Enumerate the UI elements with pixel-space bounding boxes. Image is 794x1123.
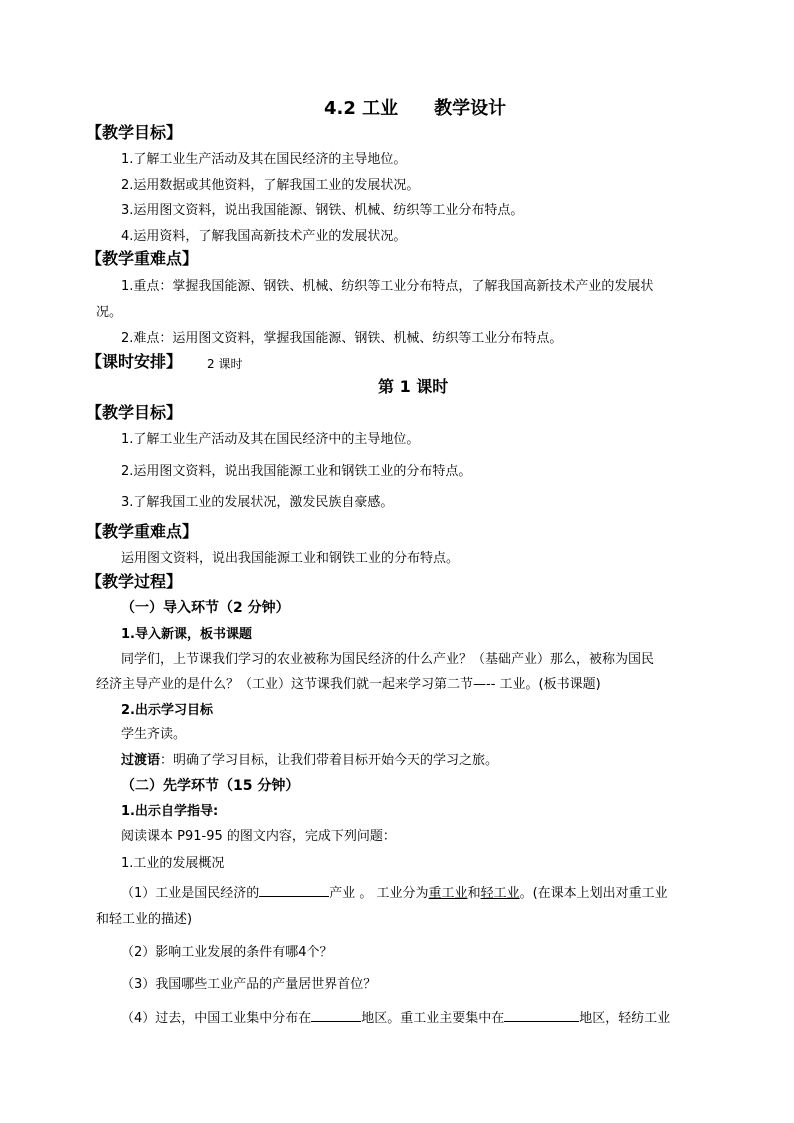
transition-text: ：明确了学习目标，让我们带着目标开始今天的学习之旅。: [160, 753, 499, 768]
question-1-text-b: 产业 。 工业分为: [329, 886, 429, 901]
question-4-text-a: （4）过去，中国工业集中分布在: [121, 1011, 312, 1026]
lesson-goals-heading: 【教学目标】: [86, 403, 183, 422]
answer-blank-3[interactable]: [504, 1009, 579, 1022]
step-1-item-2: 2.出示学习目标: [121, 703, 213, 718]
transition-line: [121, 753, 498, 769]
question-4-text-b: 地区。重工业主要集中在: [361, 1011, 505, 1026]
schedule-value: 2 课时: [207, 357, 243, 371]
step-2-item-1: 1.出示自学指导:: [121, 804, 219, 819]
key-point-1-line-1: 1.重点：掌握我国能源、钢铁、机械、纺织等工业分布特点，了解我国高新技术产业的发展状: [121, 279, 654, 294]
goal-item-4: 4.运用资料，了解我国高新技术产业的发展状况。: [121, 229, 407, 244]
heavy-industry-term: 重工业: [428, 886, 468, 901]
question-1-text-a: （1）工业是国民经济的: [121, 886, 260, 901]
transition-label: 过渡语: [121, 753, 161, 768]
lesson-goal-3: 3.了解我国工业的发展状况，激发民族自豪感。: [121, 495, 394, 510]
question-1-line-1: [121, 884, 668, 902]
question-3: （3）我国哪些工业产品的产量居世界首位？: [121, 977, 377, 992]
document-title: 4.2 工业 教学设计: [324, 98, 507, 119]
lesson-goal-2: 2.运用图文资料，说出我国能源工业和钢铁工业的分布特点。: [121, 464, 472, 479]
goal-item-3: 3.运用图文资料，说出我国能源、钢铁、机械、纺织等工业分布特点。: [121, 203, 524, 218]
question-2: （2）影响工业发展的条件有哪4个？: [121, 945, 333, 960]
question-1-and: 和: [467, 886, 481, 901]
key-point-2: 2.难点：运用图文资料，掌握我国能源、钢铁、机械、纺织等工业分布特点。: [121, 331, 563, 346]
answer-blank-1[interactable]: [259, 884, 329, 897]
question-1-text-c: 。(在课本上划出对重工业: [519, 886, 668, 901]
lesson-goal-1: 1.了解工业生产活动及其在国民经济中的主导地位。: [121, 432, 420, 447]
key-point-1-line-2: 况。: [96, 305, 123, 320]
goal-item-1: 1.了解工业生产活动及其在国民经济的主导地位。: [121, 152, 407, 167]
step-1-para-line-2: 经济主导产业的是什么？（工业）这节课我们就一起来学习第二节—-- 工业。(板书课题): [96, 677, 601, 692]
lesson-key-text: 运用图文资料，说出我国能源工业和钢铁工业的分布特点。: [121, 551, 460, 566]
answer-blank-2[interactable]: [311, 1009, 361, 1022]
lesson-key-heading: 【教学重难点】: [86, 522, 199, 541]
question-1-line-2: 和轻工业的描述): [96, 912, 193, 927]
process-heading: 【教学过程】: [86, 572, 183, 591]
section-heading-schedule: 【课时安排】: [86, 352, 183, 371]
step-1-item-1: 1.导入新课，板书课题: [121, 627, 252, 642]
section-heading-goals: 【教学目标】: [86, 123, 183, 142]
step-2-question-heading: 1.工业的发展概况: [121, 856, 225, 871]
step-1-read-aloud: 学生齐读。: [121, 727, 187, 742]
step-1-heading: （一）导入环节（2 分钟）: [121, 600, 290, 616]
section-heading-key-points: 【教学重难点】: [86, 249, 199, 268]
step-2-reading-instruction: 阅读课本 P91-95 的图文内容，完成下列问题：: [121, 829, 396, 844]
question-4-line-1: [121, 1009, 670, 1027]
light-industry-term: 轻工业: [480, 886, 520, 901]
lesson-heading: 第 1 课时: [378, 377, 449, 396]
goal-item-2: 2.运用数据或其他资料，了解我国工业的发展状况。: [121, 178, 420, 193]
step-2-heading: （二）先学环节（15 分钟）: [121, 778, 300, 794]
step-1-para-line-1: 同学们，上节课我们学习的农业被称为国民经济的什么产业？（基础产业）那么，被称为国民: [121, 652, 655, 667]
question-4-text-c: 地区，轻纺工业: [579, 1011, 671, 1026]
